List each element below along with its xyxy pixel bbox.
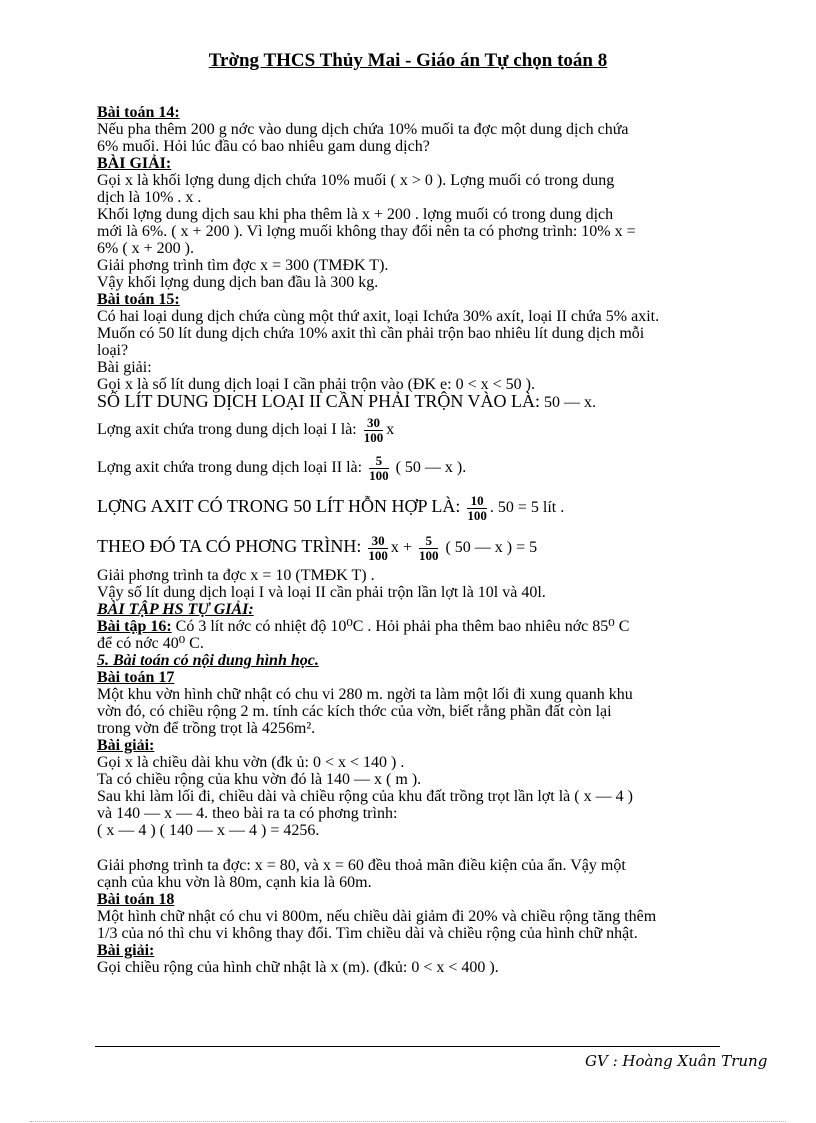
solution-line: Vậy số lít dung dịch loại I và loại II cần phải trộn lần lợt là 10l và 40l. [97,584,546,601]
problem-17-solution-title: Bài giải: [97,737,155,754]
solution-line: 6% ( x + 200 ). [97,240,195,257]
page-bottom-border [30,1121,786,1122]
fraction-10-100: $\frac{10}{100}$ [467,492,487,523]
solution-line: ( x — 4 ) ( 140 — x — 4 ) = 4256. [97,822,320,839]
problem-17-line: trong vờn để trồng trọt là 4256m². [97,720,316,737]
solution-line: mới là 6%. ( x + 200 ). Vì lợng muối không thay đổi nên ta có phơng trình: 10% x = [97,223,636,240]
problem-17-line: Một khu vờn hình chữ nhật có chu vi 280 m. ngời ta làm một lối đi xung quanh khu [97,686,633,703]
solution-line: Giải phơng trình ta đợc x = 10 (TMĐK T) . [97,567,375,584]
problem-17-line: vờn đó, có chiều rộng 2 m. tính các kích thớc của vờn, biết rằng phần đất còn lại [97,703,612,720]
problem-15-line: Có hai loại dung dịch chứa cùng một thứ axit, loại Ichứa 30% axít, loại II chứa 5% axit. [97,308,660,325]
solution-line: THEO ĐÓ TA CÓ PHƠNG TRÌNH: $\frac{30}{100}$ x + $\frac{5}{100}$ ( 50 — x ) = 5 [97,532,538,563]
fraction-5-100: $\frac{5}{100}$ [369,452,389,483]
problem-14-line: Nếu pha thêm 200 g nớc vào dung dịch chứa 10% muối ta đợc một dung dịch chứa [97,121,629,138]
solution-line: Gọi x là khối lợng dung dịch chứa 10% muối ( x > 0 ). Lợng muối có trong dung [97,172,615,189]
problem-14-line: 6% muối. Hỏi lúc đầu có bao nhiêu gam dung dịch? [97,138,430,155]
solution-line: dịch là 10% . x . [97,189,202,206]
footer-rule [95,1046,720,1047]
problem-18-title: Bài toán 18 [97,891,175,908]
solution-line: Giải phơng trình ta đợc: x = 80, và x = 60 đều thoả mãn điều kiện của ẩn. Vậy một [97,857,626,874]
problem-14-solution-title: BÀI GIẢI: [97,155,172,172]
problem-17-title: Bài toán 17 [97,669,175,686]
solution-line: Giải phơng trình tìm đợc x = 300 (TMĐK T). [97,257,389,274]
solution-line: Gọi x là chiều dài khu vờn (đk ủ: 0 < x < 140 ) . [97,754,405,771]
content [97,104,737,976]
problem-18-line: Một hình chữ nhật có chu vi 800m, nếu chiều dài giảm đi 20% và chiều rộng tăng thêm [97,908,657,925]
solution-line: Ta có chiều rộng của khu vờn đó là 140 — x ( m ). [97,771,422,788]
self-practice-heading: BÀI TẬP HS TỰ GIẢI: [97,601,254,618]
problem-15-solution-title: Bài giải: [97,359,152,376]
problem-15-title: Bài toán 15: [97,291,180,308]
problem-15-line: Muốn có 50 lít dung dịch chứa 10% axit thì cần phải trộn bao nhiêu lít dung dịch mỗi [97,325,645,342]
page-header: Trờng THCS Thủy Mai - Giáo án Tự chọn toán 8 [208,50,608,71]
solution-line: Gọi chiều rộng của hình chữ nhật là x (m). (đkủ: 0 < x < 400 ). [97,959,499,976]
solution-line: LỢNG AXIT CÓ TRONG 50 LÍT HỖN HỢP LÀ: $\frac{10}{100}$ . 50 = 5 lít . [97,492,565,523]
solution-line: Gọi x là số lít dung dịch loại I cần phải trộn vào (ĐK e: 0 < x < 50 ). [97,376,535,393]
spacer [97,839,737,857]
section-5-heading: 5. Bài toán có nội dung hình học. [97,652,319,669]
page-footer: GV : Hoàng Xuân Trung [585,1052,768,1070]
solution-line: Lợng axit chứa trong dung dịch loại II là: $\frac{5}{100}$ ( 50 — x ). [97,452,467,483]
solution-line: Vậy khối lợng dung dịch ban đầu là 300 kg. [97,274,379,291]
solution-line: Lợng axit chứa trong dung dịch loại I là: $\frac{30}{100}$ x [97,414,395,445]
exercise-16-line: để có nớc 40⁰ C. [97,635,204,652]
exercise-16-line: Bài tập 16: Có 3 lít nớc có nhiệt độ 10⁰C . Hỏi phải pha thêm bao nhiêu nớc 85⁰ C [97,618,630,635]
fraction-30-100: $\frac{30}{100}$ [368,532,388,563]
solution-line: Khối lợng dung dịch sau khi pha thêm là x + 200 . lợng muối có trong dung dịch [97,206,614,223]
solution-line: và 140 — x — 4. theo bài ra ta có phơng trình: [97,805,398,822]
fraction-5-100: $\frac{5}{100}$ [418,532,439,563]
fraction-30-100: $\frac{30}{100}$ [363,414,384,445]
problem-14-title: Bài toán 14: [97,104,180,121]
solution-line: SỐ LÍT DUNG DỊCH LOẠI II CẦN PHẢI TRỘN VÀO LÀ: 50 — x. [97,391,596,411]
problem-18-solution-title: Bài giải: [97,942,155,959]
problem-18-line: 1/3 của nó thì chu vi không thay đổi. Tìm chiều dài và chiều rộng của hình chữ nhật. [97,925,638,942]
solution-line: Sau khi làm lối đi, chiều dài và chiều rộng của khu đất trồng trọt lần lợt là ( x — 4 ) [97,788,633,805]
problem-15-line: loại? [97,342,129,359]
solution-line: cạnh của khu vờn là 80m, cạnh kia là 60m. [97,874,372,891]
